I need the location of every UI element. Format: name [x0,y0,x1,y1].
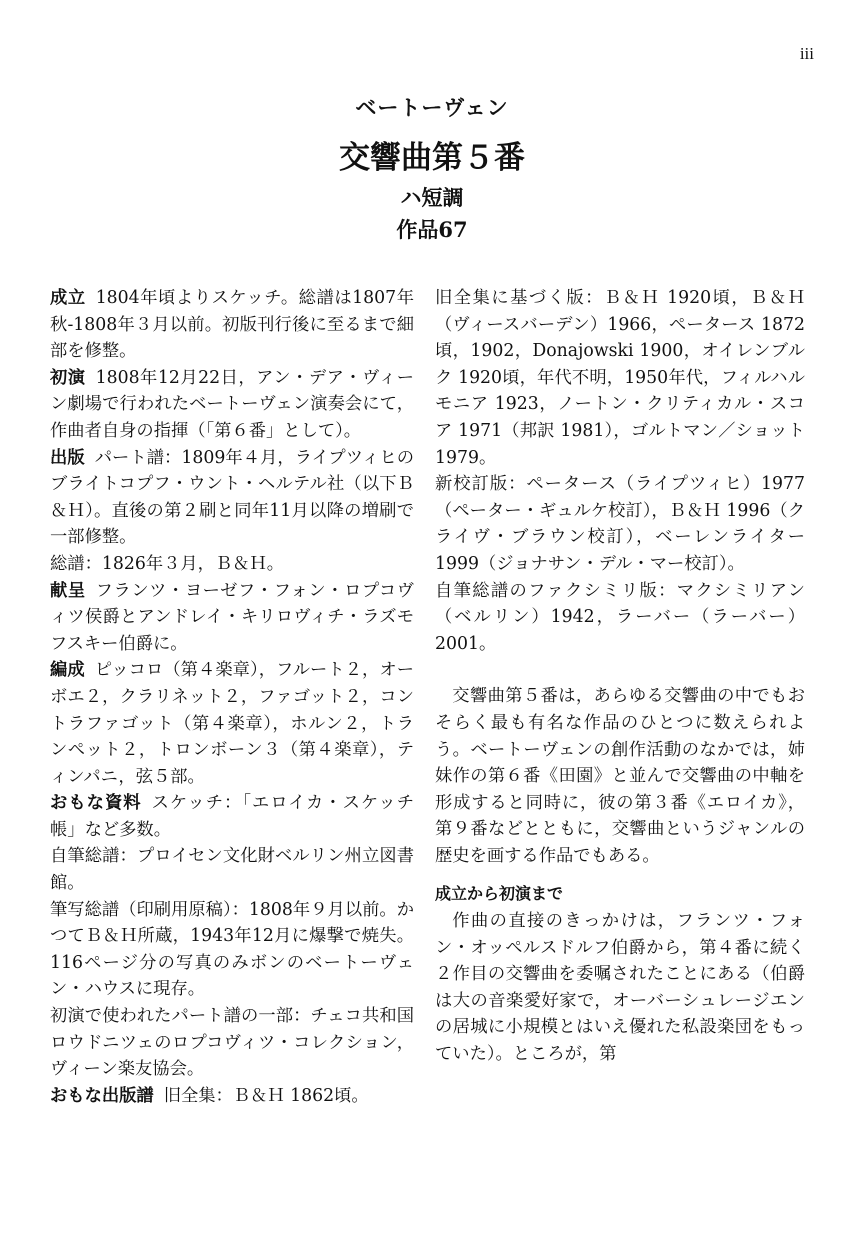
entry-sources [50,790,414,843]
entry-text: パート譜：1809年４月，ライプツィヒのブライトコプフ・ウント・ヘルテル社（以下Ｂ＆Ｈ）。直後の第２刷と同年11月以降の増刷で一部修整。 [50,447,414,548]
entry-label: 初演 [50,367,86,388]
entry-text: 自筆総譜：プロイセン文化財ベルリン州立図書館。 [50,846,414,894]
entry-label: 献呈 [50,580,86,601]
right-column [435,285,805,1068]
entry-text: 筆写総譜（印刷用原稿）：1808年９月以前。かつてＢ＆Ｈ所蔵，1943年12月に爆撃で焼失。116ページ分の写真のみボンのベートーヴェン・ハウスに現存。 [50,899,414,1000]
entry-copy-score [50,897,414,1003]
entry-instrumentation [50,657,414,790]
entry-text: スケッチ：「エロイカ・スケッチ帳」など多数。 [50,793,414,840]
work-opus: 作品67 [396,217,468,242]
entry-text: ピッコロ（第４楽章），フルート２，オーボエ２，クラリネット２，ファゴット２，コントラファゴット（第４楽章），ホルン２，トランペット２，トロンボーン３（第４楽章），ティンパニ，弦５部。 [50,660,414,787]
entry-text: 総譜：1826年３月，Ｂ＆Ｈ。 [50,553,285,574]
section-heading: 成立から初演まで [435,884,564,904]
work-key: ハ短調 [400,185,464,210]
entry-label: 成立 [50,288,86,308]
work-title: 交響曲第５番 [339,140,525,176]
page-number: iii [799,44,814,63]
edition-facsimile: 自筆総譜のファクシミリ版：マクシミリアン（ベルリン）1942，ラーバー（ラーバー）2001。 [435,580,805,654]
entry-dedication [50,578,414,658]
entry-label: 編成 [50,660,85,681]
intro-paragraph: 交響曲第５番は，あらゆる交響曲の中でもおそらく最も有名な作品のひとつに数えられよう。ベートーヴェンの創作活動のなかでは，姉妹作の第６番《田園》と並んで交響曲の中軸を形成すると同時に，彼の第３番《エロイカ》，第９番などとともに，交響曲というジャンルの歴史を画する作品でもある。 [435,686,805,866]
entry-publication [50,445,414,551]
entry-score [50,551,414,578]
entry-text: 1808年12月22日，アン・デア・ヴィーン劇場で行われたベートーヴェン演奏会にて，作曲者自身の指揮（「第６番」として）。 [50,367,414,441]
entry-text: 1804年頃よりスケッチ。総譜は1807年秋‐1808年３月以前。初版刊行後に至るまで細部を修整。 [50,288,414,362]
spacer [435,657,805,683]
entry-composition [50,285,414,365]
entry-text: 初演で使われたパート譜の一部：チェコ共和国ロウドニツェのロプコヴィツ・コレクション，ヴィーン楽友協会。 [50,1006,414,1080]
entry-autograph [50,843,414,896]
entry-label: 出版 [50,447,85,468]
entry-label: おもな出版譜 [50,1085,154,1106]
entry-text: フランツ・ヨーゼフ・フォン・ロプコヴィツ侯爵とアンドレイ・キリロヴィチ・ラズモフスキー伯爵に。 [50,580,414,654]
entry-parts [50,1003,414,1083]
entry-text: 旧全集：Ｂ＆Ｈ 1862頃。 [163,1085,369,1106]
entry-premiere [50,365,414,445]
composer-name: ベートーヴェン [355,95,509,120]
edition-new: 新校訂版：ペータース（ライプツィヒ）1977（ペーター・ギュルケ校訂），Ｂ＆Ｈ 1996（クライヴ・ブラウン校訂），ベーレンライター 1999（ジョナサン・デル・マー校訂）。 [435,474,805,574]
entry-editions [50,1083,414,1110]
edition-old: 旧全集に基づく版：Ｂ＆Ｈ 1920頃，Ｂ＆Ｈ（ヴィースバーデン）1966，ペータース 1872頃，1902，Donajowski 1900，オイレンブルク 1920頃，年代不明，1950年代，フィルハルモニア 1923，ノートン・クリティカル・スコア 1971（邦訳 1981），ゴルトマン／ショット 1979。 [435,288,805,468]
left-column [50,285,414,1109]
spacer [435,869,805,881]
section-paragraph: 作曲の直接のきっかけは，フランツ・フォン・オッペルスドルフ伯爵から，第４番に続く２作目の交響曲を委嘱されたことにある（伯爵は大の音楽愛好家で，オーバーシュレージエンの居城に小規模とはいえ優れた私設楽団をもっていた）。ところが，第 [435,911,805,1065]
entry-label: おもな資料 [50,793,142,814]
